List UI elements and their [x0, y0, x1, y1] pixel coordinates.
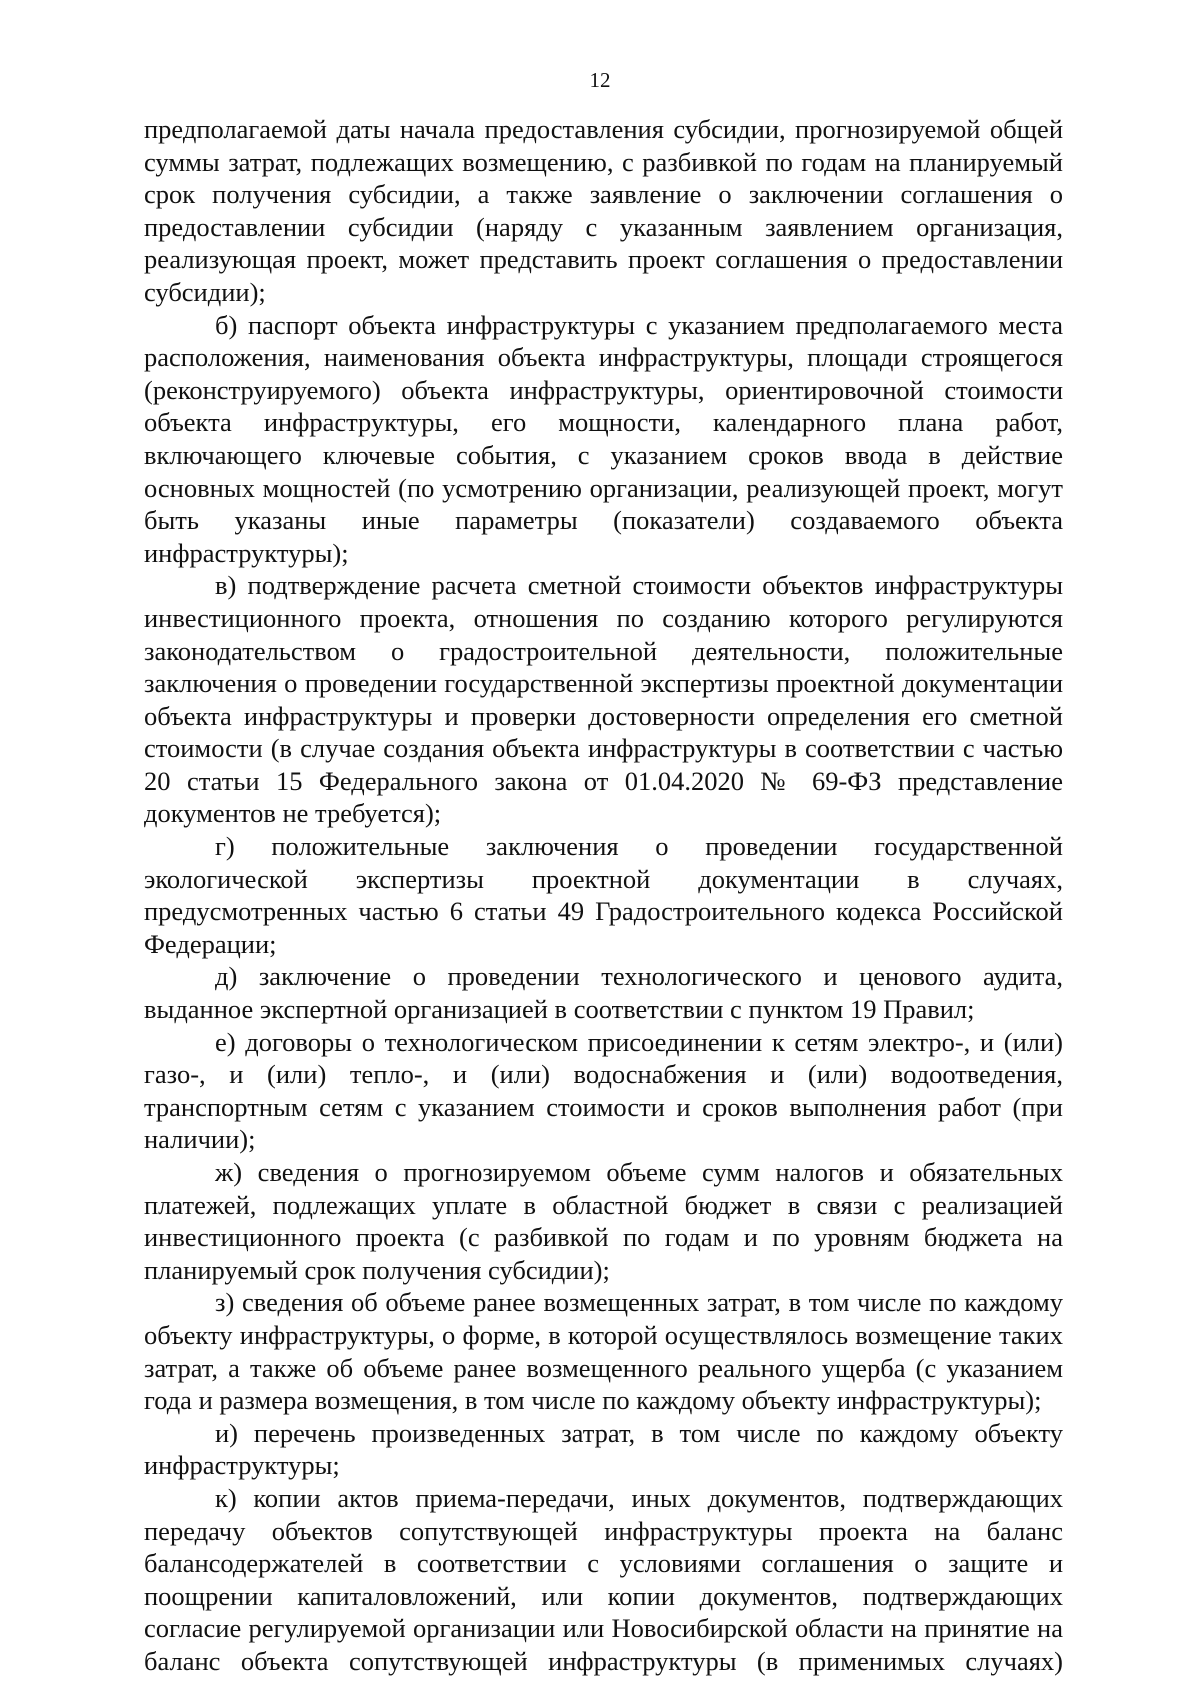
- list-item-v: в) подтверждение расчета сметной стоимости объектов инфраструктуры инвестиционного проекта, отношения по созданию которого регулируются законодательством о градостроительной деятельности, положительные заключения о проведении государственной экспертизы проектной документации объекта инфраструктуры и проверки достоверности определения его сметной стоимости (в случае создания объекта инфраструктуры в соответствии с частью 20 статьи 15 Федерального закона от 01.04.2020 № 69-ФЗ представление документов не требуется);: [144, 570, 1063, 829]
- list-item-i: и) перечень произведенных затрат, в том числе по каждому объекту инфраструктуры;: [144, 1417, 1063, 1481]
- list-item-k: к) копии актов приема-передачи, иных документов, подтверждающих передачу объектов сопутствующей инфраструктуры проекта на баланс балансодержателей в соответствии с условиями соглашения о защите и поощрении капиталовложений, или копии документов, подтверждающих согласие регулируемой организации или Новосибирской области на принятие на баланс объекта сопутствующей инфраструктуры (в применимых случаях): [144, 1482, 1063, 1676]
- list-item-g: г) положительные заключения о проведении государственной экологической экспертизы проектной документации в случаях, предусмотренных частью 6 статьи 49 Градостроительного кодекса Российской Федерации;: [144, 831, 1063, 959]
- list-item-zh: ж) сведения о прогнозируемом объеме сумм налогов и обязательных платежей, подлежащих уплате в областной бюджет в связи с реализацией инвестиционного проекта (с разбивкой по годам и по уровням бюджета на планируемый срок получения субсидии);: [144, 1157, 1063, 1285]
- list-item-e: е) договоры о технологическом присоединении к сетям электро-, и (или) газо-, и (или) тепло-, и (или) водоснабжения и (или) водоотведения, транспортным сетям с указанием стоимости и сроков выполнения работ (при наличии);: [144, 1026, 1063, 1155]
- list-item-d: д) заключение о проведении технологического и ценового аудита, выданное экспертной организацией в соответствии с пунктом 19 Правил;: [144, 961, 1063, 1025]
- list-item-z: з) сведения об объеме ранее возмещенных затрат, в том числе по каждому объекту инфраструктуры, о форме, в которой осуществлялось возмещение таких затрат, а также об объеме ранее возмещенного реального ущерба (с указанием года и размера возмещения, в том числе по каждому объекту инфраструктуры);: [144, 1287, 1063, 1416]
- list-item-b: б) паспорт объекта инфраструктуры с указанием предполагаемого места расположения, наименования объекта инфраструктуры, площади строящегося (реконструируемого) объекта инфраструктуры, ориентировочной стоимости объекта инфраструктуры, его мощности, календарного плана работ, включающего ключевые события, с указанием сроков ввода в действие основных мощностей (по усмотрению организации, реализующей проект, могут быть указаны иные параметры (показатели) создаваемого объекта инфраструктуры);: [144, 309, 1063, 568]
- paragraph-continuation: предполагаемой даты начала предоставления субсидии, прогнозируемой общей суммы затрат, подлежащих возмещению, с разбивкой по годам на планируемый срок получения субсидии, а также заявление о заключении соглашения о предоставлении субсидии (наряду с указанным заявлением организация, реализующая проект, может представить проект соглашения о предоставлении субсидии);: [144, 114, 1063, 307]
- document-body: [144, 113, 1063, 1678]
- page-number: 12: [589, 68, 611, 92]
